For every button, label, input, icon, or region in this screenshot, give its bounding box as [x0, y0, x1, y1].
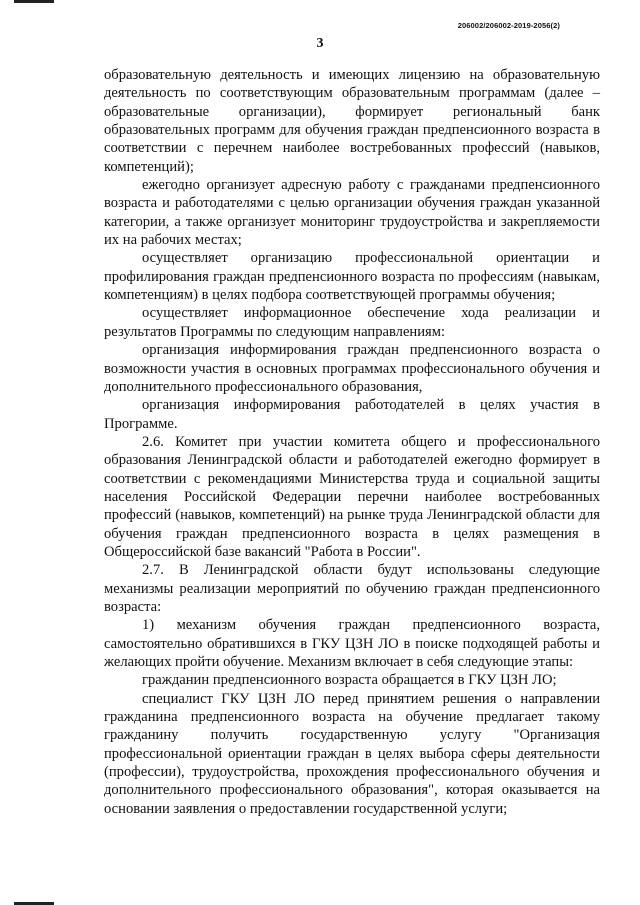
paragraph: 2.6. Комитет при участии комитета общего и профессионального образования Ленинградской области и работодателей ежегодно формирует в соответствии с рекомендациями Министерства труда и социальной защиты населения Российской Федерации перечни наиболее востребованных профессий (навыков, компетенций) на рынке труда Ленинградской области для обучения граждан предпенсионного возраста в целях размещения в Общероссийской базе вакансий "Работа в России".: [104, 433, 600, 560]
page-number: 3: [316, 36, 324, 51]
paragraph: осуществляет информационное обеспечение хода реализации и результатов Программы по следующим направлениям:: [104, 305, 600, 340]
document-body: [104, 66, 600, 818]
scan-edge-mark: [14, 0, 54, 3]
paragraph: образовательную деятельность и имеющих лицензию на образовательную деятельность по соответствующим образовательным программам (далее – образовательные организации), формирует региональный банк образовательных программ для обучения граждан предпенсионного возраста в соответствии с перечнем наиболее востребованных профессий (навыков, компетенций);: [104, 67, 600, 175]
paragraph: ежегодно организует адресную работу с гражданами предпенсионного возраста и работодателями с целью организации обучения граждан указанной категории, а также организует мониторинг трудоустройства и закрепляемости их на рабочих местах;: [104, 177, 600, 249]
paragraph: организация информирования работодателей в целях участия в Программе.: [104, 397, 600, 432]
paragraph: 1) механизм обучения граждан предпенсионного возраста, самостоятельно обратившихся в ГКУ ЦЗН ЛО в поиске подходящей работы и желающих пройти обучение. Механизм включает в себя следующие этапы:: [104, 617, 600, 670]
paragraph: специалист ГКУ ЦЗН ЛО перед принятием решения о направлении гражданина предпенсионного возраста на обучение предлагает такому гражданину получить государственную услугу "Организация профессиональной ориентации граждан в целях выбора сферы деятельности (профессии), трудоустройства, прохождения профессионального обучения и дополнительного профессионального образования", которая оказывается на основании заявления о предоставлении государственной услуги;: [104, 690, 600, 817]
document-id: 206002/206002-2019-2056(2): [457, 21, 560, 30]
paragraph: организация информирования граждан предпенсионного возраста о возможности участия в основных программах профессионального обучения и дополнительного профессионального образования,: [104, 342, 600, 395]
paragraph: гражданин предпенсионного возраста обращается в ГКУ ЦЗН ЛО;: [142, 672, 557, 689]
paragraph: 2.7. В Ленинградской области будут использованы следующие механизмы реализации мероприятий по обучению граждан предпенсионного возраста:: [104, 562, 600, 615]
paragraph: осуществляет организацию профессиональной ориентации и профилирования граждан предпенсионного возраста по профессиям (навыкам, компетенциям) в целях подбора соответствующей программы обучения;: [104, 250, 600, 304]
